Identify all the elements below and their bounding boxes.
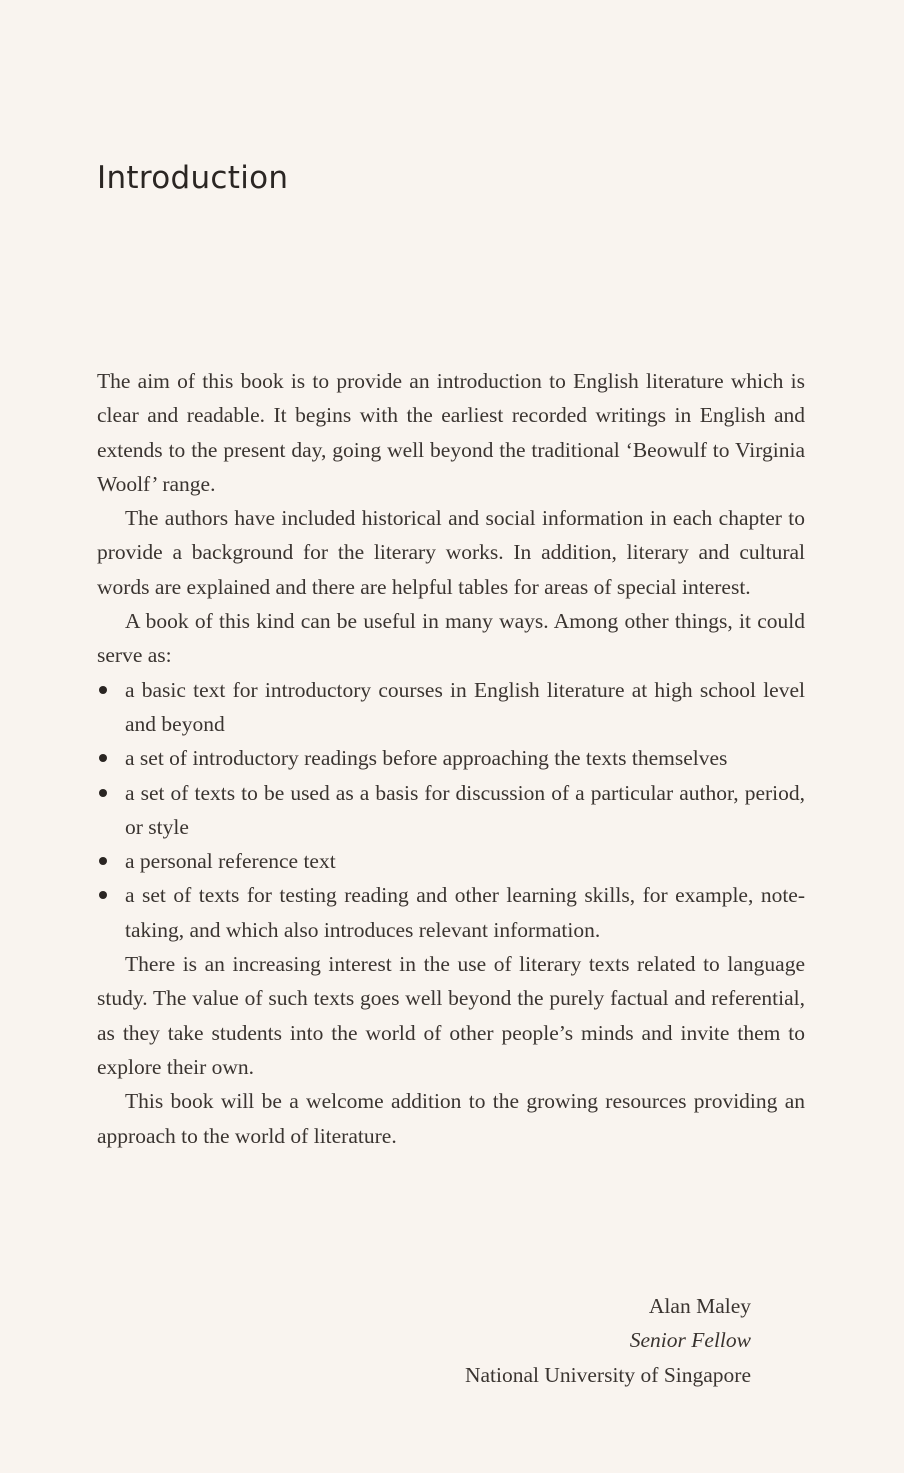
- list-item-text: a basic text for introductory courses in English literature at high school level and beyond: [125, 677, 805, 736]
- list-item: [97, 878, 805, 947]
- paragraph-interest: There is an increasing interest in the use of literary texts related to language study. The value of such texts goes well beyond the purely factual and referential, as they take students into the world of other people’s minds and invite them to explore their own.: [97, 952, 805, 1079]
- bullet-icon: [99, 891, 107, 899]
- introduction-body: [97, 364, 805, 1153]
- paragraph-uses: A book of this kind can be useful in many ways. Among other things, it could serve as:: [97, 609, 805, 668]
- page-title: Introduction: [97, 160, 289, 196]
- list-item-text: a personal reference text: [125, 849, 336, 874]
- list-item: [97, 776, 805, 845]
- list-item: [97, 844, 805, 878]
- uses-list: [97, 673, 805, 947]
- list-item: [97, 741, 805, 775]
- signature-block: [465, 1289, 751, 1392]
- bullet-icon: [99, 789, 107, 797]
- paragraph-authors: The authors have included historical and social information in each chapter to provide a background for the literary works. In addition, literary and cultural words are explained and there are helpful tables for areas of special interest.: [97, 506, 805, 599]
- bullet-icon: [99, 754, 107, 762]
- author-name: Alan Maley: [648, 1294, 751, 1318]
- list-item-text: a set of texts to be used as a basis for discussion of a particular author, period, or style: [125, 780, 805, 839]
- paragraph-aim: The aim of this book is to provide an introduction to English literature which is clear and readable. It begins with the earliest recorded writings in English and extends to the present day, going well beyond the traditional ‘Beowulf to Virginia Woolf’ range.: [97, 369, 805, 496]
- bullet-icon: [99, 686, 107, 694]
- author-role: Senior Fellow: [629, 1328, 751, 1353]
- list-item-text: a set of introductory readings before approaching the texts themselves: [125, 746, 728, 771]
- paragraph-welcome: This book will be a welcome addition to the growing resources providing an approach to the world of literature.: [97, 1089, 805, 1148]
- list-item: [97, 673, 805, 742]
- author-institution: National University of Singapore: [464, 1362, 751, 1387]
- list-item-text: a set of texts for testing reading and other learning skills, for example, note-taking, and which also introduces relevant information.: [125, 883, 805, 942]
- bullet-icon: [99, 857, 107, 865]
